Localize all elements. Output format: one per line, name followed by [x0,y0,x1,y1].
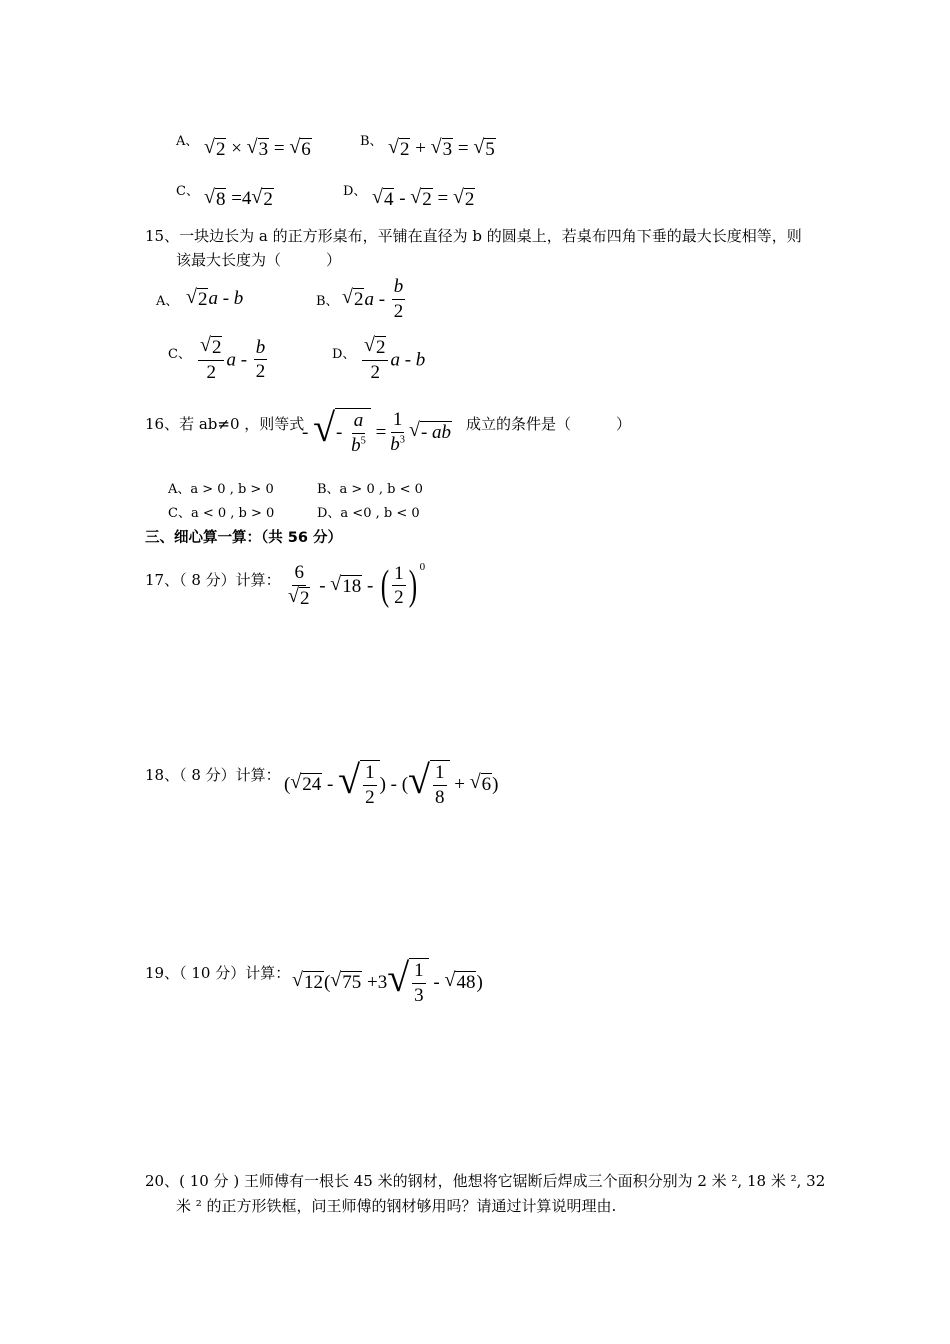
option-label: A、 [176,134,199,149]
q16-option-a: A、a > 0 , b > 0 [168,482,274,497]
fraction: $\frac{b}{2}$ [393,276,404,322]
q17-expression: 6 √ 2 - √ 18 - ( $\frac{1}{2}$ ) $^0$ [288,561,426,610]
radical: √ $\frac{1}{3}$ [387,958,428,1007]
q18-expression: ( √ 24 - √ $\frac{1}{2}$ ) - ( √ $\frac{1}{8}$ + √ 6 ) [284,757,499,808]
q16-option-d: D、a <0 , b < 0 [317,506,420,521]
q15-option-a-label: A、 [156,294,179,309]
q16-option-b: B、a > 0 , b < 0 [317,482,423,497]
q15-question-line1: 15、一块边长为 a 的正方形桌布，平铺在直径为 b 的圆桌上，若桌布四角下垂的最大长度相等，则 [145,227,802,245]
q14-option-a [176,130,198,149]
radical: √ 3 [246,136,269,160]
right-paren: ) [408,562,417,609]
fraction: $\frac{1}{3}$ [414,960,424,1006]
radical: √ - $\frac{a}{b^5}$ [313,408,371,457]
q17-prefix: 17、（ 8 分）计算： [145,571,281,589]
fraction: $\frac{1}{8}$ [435,762,445,808]
fraction: $\frac{1}{2}$ [394,562,404,609]
section-3-heading: 三、细心算一算：（共 56 分） [145,530,343,546]
fraction: $\frac{1}{2}$ [365,762,375,808]
q14-option-d [343,180,366,199]
q14-option-b [360,130,383,149]
radical: √ 18 [330,572,362,597]
radical: √ 6 [469,770,492,795]
option-label: D、 [343,184,367,199]
q15-option-d-label: D、 [332,347,356,362]
fraction: √ 2 2 [362,336,388,384]
radical: √ - ab [409,418,452,443]
radical: √ 5 [473,136,495,160]
radical: √ 2 [288,585,310,610]
radical: √ 4 [372,186,394,210]
radical: √ 2 [342,285,364,310]
q16-prefix: 16、若 ab≠0 ，则等式 [145,415,305,433]
radical: √ 48 [444,968,476,993]
option-label: B、 [360,134,383,149]
radical: √ 75 [330,968,362,993]
q15-option-c-label: C、 [168,347,191,362]
q16-option-c: C、a < 0 , b > 0 [168,506,275,521]
radical: √ $\frac{1}{2}$ [338,760,379,809]
radical: √ 6 [289,136,311,160]
q15-option-a-expr: √ 2 a - b [186,286,244,310]
fraction: √ 2 2 [198,336,224,384]
q20-question-line2: 米 ² 的正方形铁框，问王师傅的钢材够用吗？请通过计算说明理由. [176,1197,617,1215]
radical: √ 12 [292,968,323,993]
option-label: C、 [176,184,199,199]
radical: √ 2 [410,186,432,210]
q14-option-a-expr: √ 2 × √ 3 = √ 6 [204,136,311,160]
radical: √ 8 [204,186,226,210]
q15-option-d-expr: √ 2 2 a - b [364,334,426,384]
radical: √ 2 [452,186,475,210]
q14-option-b-expr: √ 2 + √ 3 = √ 5 [388,136,495,160]
fraction: $\frac{b}{2}$ [255,336,266,383]
radical: √ $\frac{1}{8}$ [408,760,449,809]
fraction: $\frac{a}{b^5}$ [351,410,366,456]
radical: √ 2 [251,186,273,210]
q15-option-b-expr: √ 2 a - $\frac{b}{2}$ [342,276,404,322]
q14-option-c [176,180,199,199]
radical: √ 3 [430,136,453,160]
q16-equation: - √ - $\frac{a}{b^5}$ = $\frac{1}{b^3}$ √ - ab [302,405,452,456]
radical: √ 2 [200,334,222,359]
radical: √ 2 [364,334,386,359]
radical: √ 2 [186,286,208,310]
q15-option-c-expr: √ 2 2 a - $\frac{b}{2}$ [200,334,266,384]
q16-suffix: 成立的条件是（ ） [466,415,632,433]
radical: √ 2 [204,136,226,160]
q14-option-c-expr: √ 8 =4 √ 2 [204,186,273,210]
radical: √ 2 [388,136,410,160]
q18-prefix: 18、（ 8 分）计算： [145,766,281,784]
fraction: $\frac{1}{b^3}$ [390,409,406,455]
left-paren: ( [380,562,390,609]
radical: √ 24 [290,770,322,795]
q14-option-d-expr: √ 4 - √ 2 = √ 2 [372,186,475,210]
q15-question-line2: 该最大长度为（ ） [176,251,342,269]
q15-option-b-label: B、 [316,294,339,309]
fraction: 6 √ 2 [288,562,310,610]
q20-question-line1: 20、( 10 分 ) 王师傅有一根长 45 米的钢材，他想将它锯断后焊成三个面积分别为 2 米 ², 18 米 ², 32 [145,1172,826,1190]
q19-prefix: 19、（ 10 分）计算： [145,964,291,982]
q19-expression: √ 12 ( √ 75 +3 √ $\frac{1}{3}$ - √ 48 ) [292,955,483,1006]
